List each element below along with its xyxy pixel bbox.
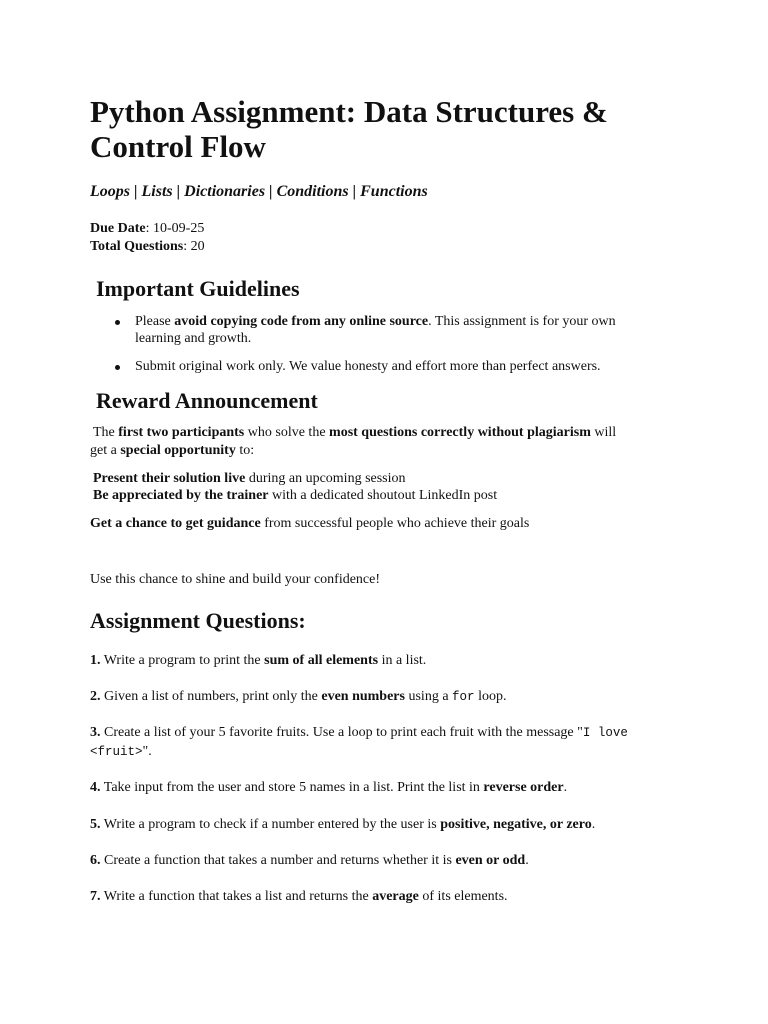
total-questions-value: : 20 [183,239,205,254]
bullet-icon [115,320,120,325]
due-date-label: Due Date [90,221,146,236]
reward-paragraph-line2: get a special opportunity to: [90,443,255,458]
guideline-item-2: Submit original work only. We value honesty and effort more than perfect answers. [135,359,601,374]
guideline-item-1-line1: Please avoid copying code from any online source. This assignment is for your own [135,314,616,329]
question-7: 7. Write a function that takes a list and returns the average of its elements. [90,889,508,904]
question-1: 1. Write a program to print the sum of all elements in a list. [90,653,427,668]
question-3-line2: <fruit>". [90,744,152,759]
question-6: 6. Create a function that takes a number and returns whether it is even or odd. [90,853,529,868]
due-date-value: : 10-09-25 [145,221,205,236]
reward-item-3: Get a chance to get guidance from successful people who achieve their goals [90,516,530,531]
question-5: 5. Write a program to check if a number entered by the user is positive, negative, or zero. [90,817,596,832]
bullet-icon [115,365,120,370]
total-questions-label: Total Questions [90,239,184,254]
reward-heading: Reward Announcement [96,388,318,413]
questions-heading: Assignment Questions: [90,608,306,633]
reward-item-2: Be appreciated by the trainer with a dedicated shoutout LinkedIn post [93,488,498,503]
reward-item-1: Present their solution live during an upcoming session [93,471,406,486]
closing-line: Use this chance to shine and build your confidence! [90,572,381,587]
guideline-emphasis: avoid copying code from any online source [174,314,429,329]
guidelines-heading: Important Guidelines [96,276,300,301]
due-date-line [90,221,204,237]
reward-paragraph-line1: The first two participants who solve the most questions correctly without plagiarism will [93,425,617,440]
code-snippet: I love [582,726,628,740]
guideline-item-1-line2: learning and growth. [135,331,252,346]
code-snippet: for [452,690,475,704]
page-title: Python Assignment: Data Structures & Control Flow [90,94,608,164]
code-snippet: <fruit> [90,745,143,759]
question-4: 4. Take input from the user and store 5 names in a list. Print the list in reverse order. [90,780,568,795]
total-questions-line [90,239,205,255]
question-2: 2. Given a list of numbers, print only the even numbers using a for loop. [90,689,507,704]
question-3-line1: 3. Create a list of your 5 favorite fruits. Use a loop to print each fruit with the message "I love [90,725,628,740]
page-subtitle: Loops | Lists | Dictionaries | Conditions | Functions [90,183,428,200]
